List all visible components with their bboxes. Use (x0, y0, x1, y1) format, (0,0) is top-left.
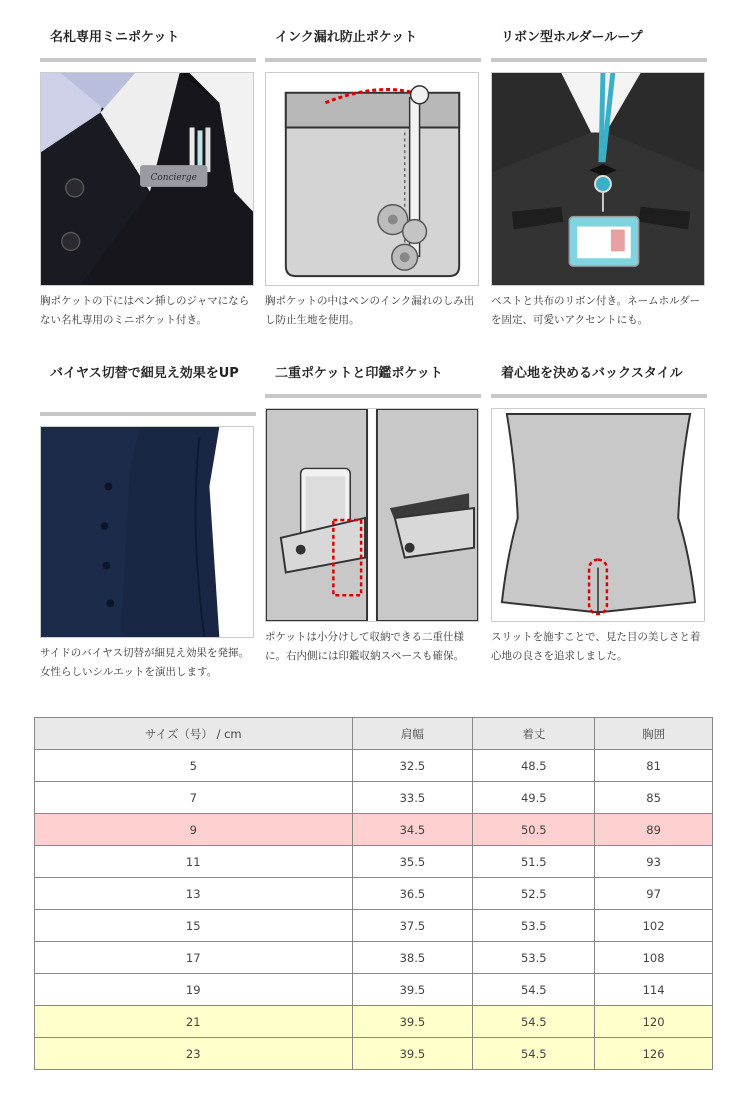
feature-desc: サイドのバイヤス切替が細見え効果を発揮。女性らしいシルエットを演出します。 (40, 647, 250, 678)
table-cell: 97 (595, 878, 713, 910)
table-cell: 85 (595, 782, 713, 814)
header-shoulder: 肩幅 (352, 718, 473, 750)
header-size: サイズ（号） / cm (35, 718, 353, 750)
table-cell: 13 (35, 878, 353, 910)
feature-title: バイヤス切替で細見え効果をUP (50, 366, 239, 381)
ribbon-holder-icon (492, 73, 704, 285)
table-cell: 93 (595, 846, 713, 878)
table-cell: 89 (595, 814, 713, 846)
table-cell: 32.5 (352, 750, 473, 782)
table-cell: 54.5 (473, 1006, 595, 1038)
table-cell: 102 (595, 910, 713, 942)
header-length: 着丈 (473, 718, 595, 750)
feature-desc: 胸ポケットの下にはペン挿しのジャマにならない名札専用のミニポケット付き。 (40, 295, 250, 326)
feature-title: インク漏れ防止ポケット (275, 30, 418, 45)
feature-desc: 胸ポケットの中はペンのインク漏れのしみ出し防止生地を使用。 (265, 295, 475, 326)
feature-ribbon-holder (491, 28, 707, 330)
table-cell: 34.5 (352, 814, 473, 846)
title-rule (491, 394, 707, 398)
table-cell: 53.5 (473, 910, 595, 942)
table-cell: 17 (35, 942, 353, 974)
table-cell: 52.5 (473, 878, 595, 910)
table-cell: 114 (595, 974, 713, 1006)
table-row (35, 750, 713, 782)
name-tag-pocket-icon (41, 73, 253, 285)
size-table-body (35, 750, 713, 1070)
table-cell: 50.5 (473, 814, 595, 846)
table-row (35, 1038, 713, 1070)
table-cell: 39.5 (352, 1038, 473, 1070)
bias-panel-vest-photo (40, 426, 254, 638)
table-cell: 19 (35, 974, 353, 1006)
feature-title: 名札専用ミニポケット (50, 30, 180, 45)
bias-panel-vest-icon (41, 427, 253, 637)
table-row (35, 910, 713, 942)
feature-double-pocket (265, 364, 481, 666)
size-table-header-row (35, 718, 713, 750)
feature-title: リボン型ホルダーループ (501, 30, 643, 45)
table-cell: 37.5 (352, 910, 473, 942)
table-row (35, 814, 713, 846)
feature-ink-proof-pocket (265, 28, 481, 330)
table-cell: 15 (35, 910, 353, 942)
back-slit-icon (492, 409, 704, 621)
table-cell: 53.5 (473, 942, 595, 974)
title-rule (491, 58, 707, 62)
header-chest: 胸囲 (595, 718, 713, 750)
table-cell: 54.5 (473, 1038, 595, 1070)
ribbon-holder-photo (491, 72, 705, 286)
table-row (35, 1006, 713, 1038)
table-cell: 21 (35, 1006, 353, 1038)
table-row (35, 974, 713, 1006)
feature-bias-panel (40, 364, 256, 682)
table-cell: 54.5 (473, 974, 595, 1006)
table-cell: 7 (35, 782, 353, 814)
table-cell: 35.5 (352, 846, 473, 878)
feature-desc: スリットを施すことで、見た目の美しさと着心地の良さを追求しました。 (491, 631, 701, 662)
title-rule (40, 58, 256, 62)
table-row (35, 878, 713, 910)
table-cell: 5 (35, 750, 353, 782)
feature-back-style (491, 364, 707, 666)
feature-desc: ポケットは小分けして収納できる二重仕様に。右内側には印鑑収納スペースも確保。 (265, 631, 464, 662)
table-cell: 51.5 (473, 846, 595, 878)
table-cell: 120 (595, 1006, 713, 1038)
table-row (35, 782, 713, 814)
table-cell: 49.5 (473, 782, 595, 814)
table-cell: 108 (595, 942, 713, 974)
double-pocket-icon (266, 409, 478, 621)
feature-title: 着心地を決めるバックスタイル (501, 366, 683, 381)
title-rule (40, 412, 256, 416)
table-cell: 39.5 (352, 974, 473, 1006)
title-rule (265, 58, 481, 62)
table-cell: 23 (35, 1038, 353, 1070)
table-cell: 9 (35, 814, 353, 846)
double-pocket-diagram (265, 408, 479, 622)
table-cell: 36.5 (352, 878, 473, 910)
name-tag-pocket-photo (40, 72, 254, 286)
table-cell: 38.5 (352, 942, 473, 974)
feature-title: 二重ポケットと印鑑ポケット (275, 366, 443, 381)
table-cell: 11 (35, 846, 353, 878)
table-cell: 126 (595, 1038, 713, 1070)
size-table (34, 717, 713, 1070)
back-slit-diagram (491, 408, 705, 622)
table-cell: 81 (595, 750, 713, 782)
table-row (35, 846, 713, 878)
ink-proof-pocket-icon (266, 73, 478, 285)
table-cell: 48.5 (473, 750, 595, 782)
title-rule (265, 394, 481, 398)
table-cell: 39.5 (352, 1006, 473, 1038)
table-row (35, 942, 713, 974)
nameplate-text: Concierge (150, 172, 197, 183)
feature-name-tag-pocket (40, 28, 256, 330)
feature-desc: ベストと共布のリボン付き。ネームホルダーを固定、可愛いアクセントにも。 (491, 295, 701, 326)
table-cell: 33.5 (352, 782, 473, 814)
ink-proof-pocket-diagram (265, 72, 479, 286)
